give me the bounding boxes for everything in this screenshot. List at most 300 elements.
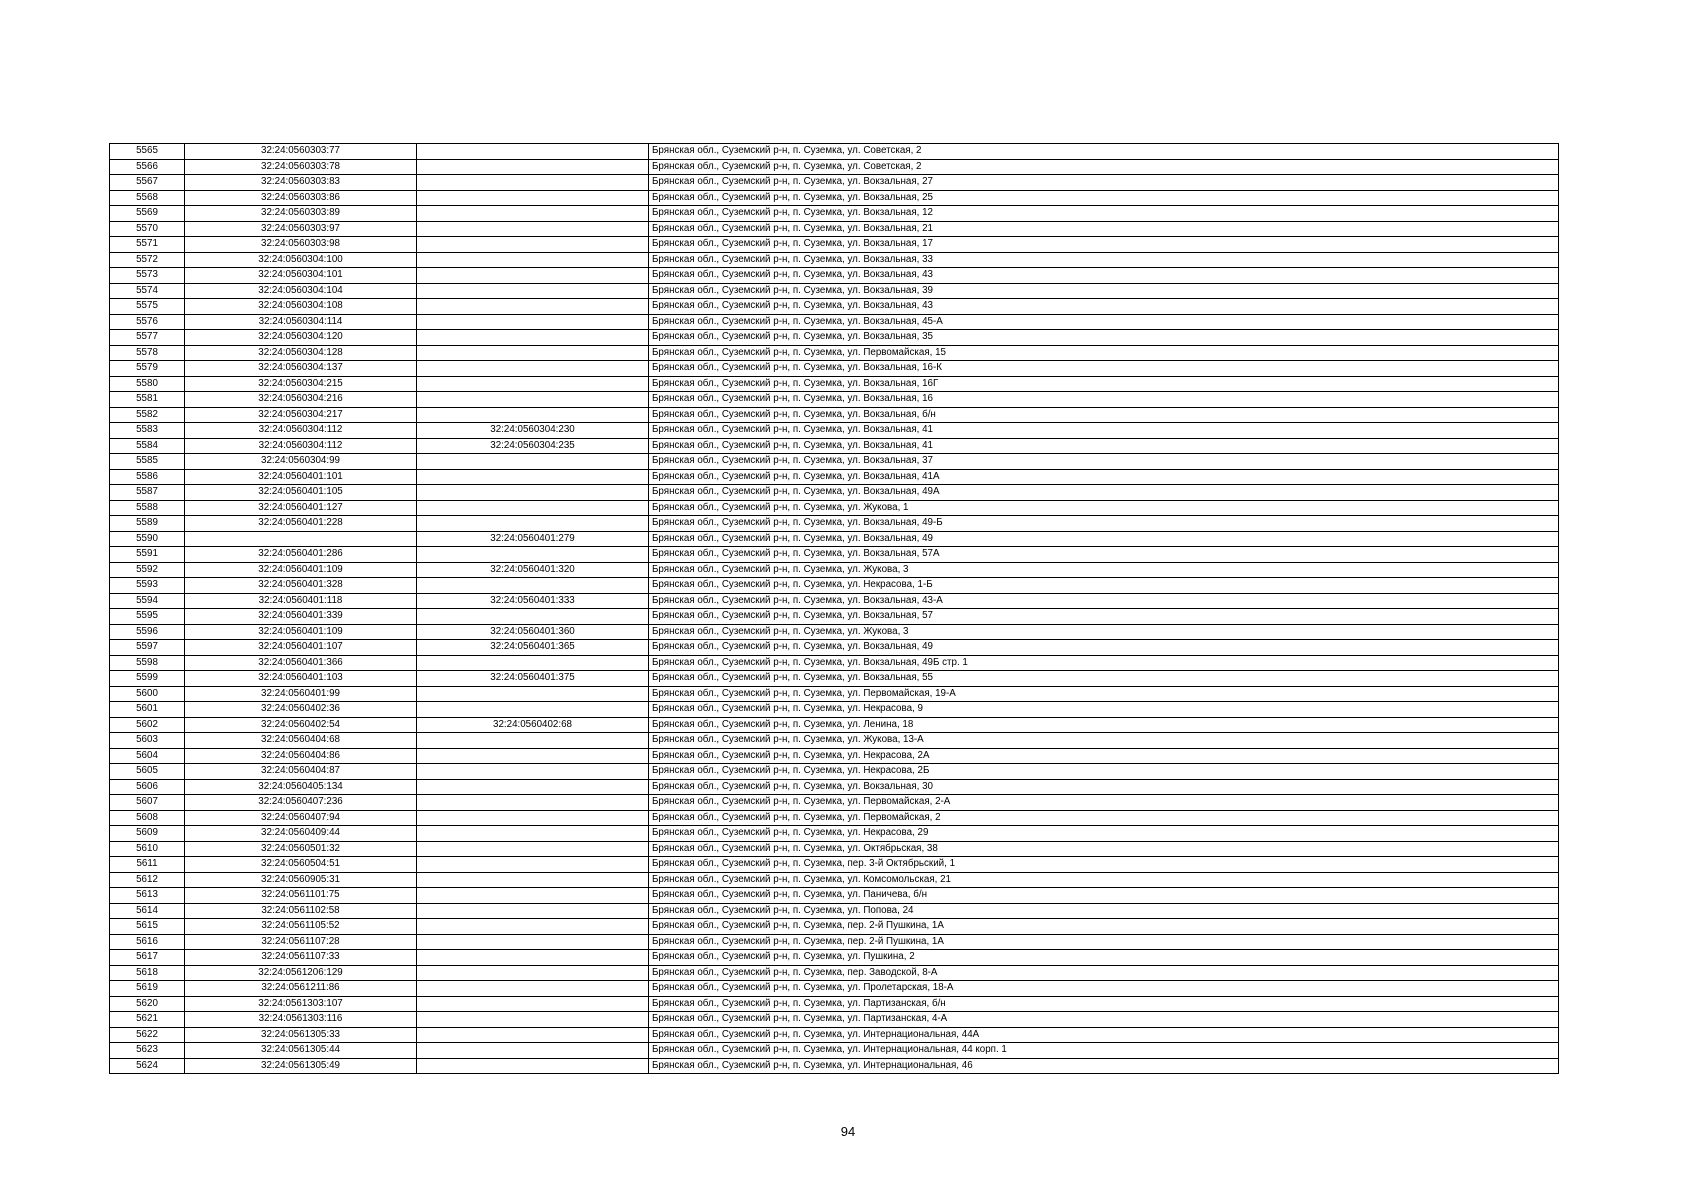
table-row <box>110 950 1559 966</box>
address-cell: Брянская обл., Суземский р-н, п. Суземка, ул. Первомайская, 19-А <box>649 686 1559 702</box>
linked-cadastral-number-cell <box>417 175 649 191</box>
cadastral-number-cell: 32:24:0561305:33 <box>185 1027 417 1043</box>
cadastral-number-cell: 32:24:0560405:134 <box>185 779 417 795</box>
cadastral-number-cell: 32:24:0560401:127 <box>185 500 417 516</box>
row-number-cell: 5582 <box>110 407 185 423</box>
linked-cadastral-number-cell <box>417 159 649 175</box>
cadastral-number-cell: 32:24:0560409:44 <box>185 826 417 842</box>
cadastral-number-cell: 32:24:0561107:33 <box>185 950 417 966</box>
address-cell: Брянская обл., Суземский р-н, п. Суземка, ул. Интернациональная, 46 <box>649 1058 1559 1074</box>
table-row <box>110 361 1559 377</box>
table-row <box>110 779 1559 795</box>
row-number-cell: 5581 <box>110 392 185 408</box>
linked-cadastral-number-cell <box>417 407 649 423</box>
linked-cadastral-number-cell <box>417 144 649 160</box>
table-row <box>110 190 1559 206</box>
linked-cadastral-number-cell <box>417 1043 649 1059</box>
row-number-cell: 5590 <box>110 531 185 547</box>
table-row <box>110 671 1559 687</box>
row-number-cell: 5576 <box>110 314 185 330</box>
row-number-cell: 5577 <box>110 330 185 346</box>
row-number-cell: 5621 <box>110 1012 185 1028</box>
cadastral-number-cell: 32:24:0561105:52 <box>185 919 417 935</box>
linked-cadastral-number-cell <box>417 485 649 501</box>
table-row <box>110 175 1559 191</box>
linked-cadastral-number-cell <box>417 469 649 485</box>
cadastral-number-cell: 32:24:0560303:98 <box>185 237 417 253</box>
row-number-cell: 5609 <box>110 826 185 842</box>
linked-cadastral-number-cell <box>417 733 649 749</box>
row-number-cell: 5623 <box>110 1043 185 1059</box>
linked-cadastral-number-cell <box>417 764 649 780</box>
cadastral-number-cell: 32:24:0560304:108 <box>185 299 417 315</box>
cadastral-number-cell: 32:24:0560303:86 <box>185 190 417 206</box>
table-row <box>110 795 1559 811</box>
address-cell: Брянская обл., Суземский р-н, п. Суземка, ул. Паничева, б/н <box>649 888 1559 904</box>
linked-cadastral-number-cell <box>417 578 649 594</box>
cadastral-number-cell: 32:24:0561303:116 <box>185 1012 417 1028</box>
row-number-cell: 5584 <box>110 438 185 454</box>
table-body <box>110 144 1559 1074</box>
linked-cadastral-number-cell <box>417 779 649 795</box>
row-number-cell: 5573 <box>110 268 185 284</box>
table-row <box>110 392 1559 408</box>
cadastral-number-cell: 32:24:0561211:86 <box>185 981 417 997</box>
row-number-cell: 5616 <box>110 934 185 950</box>
linked-cadastral-number-cell <box>417 965 649 981</box>
row-number-cell: 5571 <box>110 237 185 253</box>
cadastral-number-cell: 32:24:0561303:107 <box>185 996 417 1012</box>
row-number-cell: 5585 <box>110 454 185 470</box>
table-row <box>110 330 1559 346</box>
row-number-cell: 5570 <box>110 221 185 237</box>
table-row <box>110 810 1559 826</box>
row-number-cell: 5591 <box>110 547 185 563</box>
table-row <box>110 1012 1559 1028</box>
table-row <box>110 407 1559 423</box>
address-cell: Брянская обл., Суземский р-н, п. Суземка, ул. Некрасова, 2А <box>649 748 1559 764</box>
table-row <box>110 1027 1559 1043</box>
linked-cadastral-number-cell <box>417 702 649 718</box>
row-number-cell: 5565 <box>110 144 185 160</box>
address-cell: Брянская обл., Суземский р-н, п. Суземка, ул. Вокзальная, 33 <box>649 252 1559 268</box>
cadastral-number-cell: 32:24:0560304:104 <box>185 283 417 299</box>
cadastral-number-cell: 32:24:0560401:328 <box>185 578 417 594</box>
cadastral-number-cell: 32:24:0561206:129 <box>185 965 417 981</box>
row-number-cell: 5589 <box>110 516 185 532</box>
table-row <box>110 144 1559 160</box>
address-cell: Брянская обл., Суземский р-н, п. Суземка, ул. Некрасова, 1-Б <box>649 578 1559 594</box>
linked-cadastral-number-cell <box>417 810 649 826</box>
row-number-cell: 5586 <box>110 469 185 485</box>
linked-cadastral-number-cell <box>417 268 649 284</box>
cadastral-number-cell: 32:24:0560401:339 <box>185 609 417 625</box>
table-row <box>110 686 1559 702</box>
linked-cadastral-number-cell <box>417 919 649 935</box>
cadastral-number-cell: 32:24:0560304:100 <box>185 252 417 268</box>
address-cell: Брянская обл., Суземский р-н, п. Суземка, ул. Вокзальная, 49-Б <box>649 516 1559 532</box>
row-number-cell: 5605 <box>110 764 185 780</box>
row-number-cell: 5599 <box>110 671 185 687</box>
cadastral-number-cell: 32:24:0560401:107 <box>185 640 417 656</box>
table-row <box>110 252 1559 268</box>
row-number-cell: 5569 <box>110 206 185 222</box>
cadastral-number-cell: 32:24:0561101:75 <box>185 888 417 904</box>
address-cell: Брянская обл., Суземский р-н, п. Суземка, ул. Вокзальная, 37 <box>649 454 1559 470</box>
address-cell: Брянская обл., Суземский р-н, п. Суземка, ул. Вокзальная, 41 <box>649 423 1559 439</box>
cadastral-number-cell: 32:24:0560303:78 <box>185 159 417 175</box>
linked-cadastral-number-cell <box>417 547 649 563</box>
address-cell: Брянская обл., Суземский р-н, п. Суземка, ул. Вокзальная, 25 <box>649 190 1559 206</box>
cadastral-number-cell: 32:24:0560404:68 <box>185 733 417 749</box>
table-row <box>110 423 1559 439</box>
cadastral-number-cell: 32:24:0560401:118 <box>185 593 417 609</box>
address-cell: Брянская обл., Суземский р-н, п. Суземка, ул. Первомайская, 2-А <box>649 795 1559 811</box>
cadastral-number-cell: 32:24:0560304:112 <box>185 423 417 439</box>
linked-cadastral-number-cell <box>417 392 649 408</box>
table-row <box>110 562 1559 578</box>
cadastral-number-cell: 32:24:0560401:99 <box>185 686 417 702</box>
row-number-cell: 5619 <box>110 981 185 997</box>
linked-cadastral-number-cell: 32:24:0560304:235 <box>417 438 649 454</box>
address-cell: Брянская обл., Суземский р-н, п. Суземка, ул. Вокзальная, 49Б стр. 1 <box>649 655 1559 671</box>
table-row <box>110 981 1559 997</box>
address-cell: Брянская обл., Суземский р-н, п. Суземка, ул. Некрасова, 9 <box>649 702 1559 718</box>
linked-cadastral-number-cell <box>417 252 649 268</box>
address-cell: Брянская обл., Суземский р-н, п. Суземка, ул. Жукова, 1 <box>649 500 1559 516</box>
row-number-cell: 5597 <box>110 640 185 656</box>
table-row <box>110 516 1559 532</box>
linked-cadastral-number-cell <box>417 1058 649 1074</box>
table-row <box>110 547 1559 563</box>
linked-cadastral-number-cell <box>417 872 649 888</box>
table-row <box>110 764 1559 780</box>
address-cell: Брянская обл., Суземский р-н, п. Суземка, пер. Заводской, 8-А <box>649 965 1559 981</box>
cadastral-number-cell: 32:24:0560304:99 <box>185 454 417 470</box>
address-cell: Брянская обл., Суземский р-н, п. Суземка, ул. Партизанская, б/н <box>649 996 1559 1012</box>
linked-cadastral-number-cell <box>417 841 649 857</box>
linked-cadastral-number-cell <box>417 237 649 253</box>
linked-cadastral-number-cell <box>417 330 649 346</box>
linked-cadastral-number-cell <box>417 500 649 516</box>
linked-cadastral-number-cell: 32:24:0560401:360 <box>417 624 649 640</box>
row-number-cell: 5608 <box>110 810 185 826</box>
address-cell: Брянская обл., Суземский р-н, п. Суземка, ул. Жукова, 13-А <box>649 733 1559 749</box>
table-row <box>110 872 1559 888</box>
table-row <box>110 903 1559 919</box>
cadastral-number-cell: 32:24:0560303:89 <box>185 206 417 222</box>
cadastral-number-cell: 32:24:0560402:36 <box>185 702 417 718</box>
row-number-cell: 5615 <box>110 919 185 935</box>
cadastral-number-cell: 32:24:0560905:31 <box>185 872 417 888</box>
address-cell: Брянская обл., Суземский р-н, п. Суземка, ул. Пролетарская, 18-А <box>649 981 1559 997</box>
cadastral-number-cell: 32:24:0560304:128 <box>185 345 417 361</box>
linked-cadastral-number-cell <box>417 655 649 671</box>
cadastral-register-table <box>109 143 1559 1074</box>
linked-cadastral-number-cell <box>417 314 649 330</box>
cadastral-number-cell: 32:24:0560401:103 <box>185 671 417 687</box>
row-number-cell: 5624 <box>110 1058 185 1074</box>
cadastral-number-cell: 32:24:0560504:51 <box>185 857 417 873</box>
cadastral-number-cell: 32:24:0560304:120 <box>185 330 417 346</box>
table-row <box>110 438 1559 454</box>
row-number-cell: 5580 <box>110 376 185 392</box>
row-number-cell: 5574 <box>110 283 185 299</box>
row-number-cell: 5602 <box>110 717 185 733</box>
cadastral-number-cell: 32:24:0560401:109 <box>185 624 417 640</box>
address-cell: Брянская обл., Суземский р-н, п. Суземка, ул. Жукова, 3 <box>649 624 1559 640</box>
table-row <box>110 314 1559 330</box>
address-cell: Брянская обл., Суземский р-н, п. Суземка, ул. Вокзальная, 30 <box>649 779 1559 795</box>
address-cell: Брянская обл., Суземский р-н, п. Суземка, ул. Вокзальная, 57А <box>649 547 1559 563</box>
address-cell: Брянская обл., Суземский р-н, п. Суземка, ул. Первомайская, 15 <box>649 345 1559 361</box>
table-row <box>110 996 1559 1012</box>
address-cell: Брянская обл., Суземский р-н, п. Суземка, ул. Вокзальная, 41 <box>649 438 1559 454</box>
cadastral-number-cell <box>185 531 417 547</box>
table-row <box>110 1043 1559 1059</box>
row-number-cell: 5606 <box>110 779 185 795</box>
address-cell: Брянская обл., Суземский р-н, п. Суземка, ул. Вокзальная, 27 <box>649 175 1559 191</box>
linked-cadastral-number-cell <box>417 795 649 811</box>
cadastral-number-cell: 32:24:0560401:109 <box>185 562 417 578</box>
address-cell: Брянская обл., Суземский р-н, п. Суземка, ул. Попова, 24 <box>649 903 1559 919</box>
page-number: 94 <box>840 1124 856 1139</box>
cadastral-number-cell: 32:24:0560404:87 <box>185 764 417 780</box>
address-cell: Брянская обл., Суземский р-н, п. Суземка, ул. Вокзальная, 16Г <box>649 376 1559 392</box>
linked-cadastral-number-cell <box>417 361 649 377</box>
table-row <box>110 826 1559 842</box>
cadastral-number-cell: 32:24:0560501:32 <box>185 841 417 857</box>
table-row <box>110 221 1559 237</box>
table-row <box>110 283 1559 299</box>
address-cell: Брянская обл., Суземский р-н, п. Суземка, ул. Вокзальная, 49 <box>649 640 1559 656</box>
address-cell: Брянская обл., Суземский р-н, п. Суземка, ул. Вокзальная, 21 <box>649 221 1559 237</box>
linked-cadastral-number-cell <box>417 1027 649 1043</box>
address-cell: Брянская обл., Суземский р-н, п. Суземка, ул. Вокзальная, 39 <box>649 283 1559 299</box>
cadastral-number-cell: 32:24:0560304:217 <box>185 407 417 423</box>
linked-cadastral-number-cell <box>417 748 649 764</box>
row-number-cell: 5598 <box>110 655 185 671</box>
address-cell: Брянская обл., Суземский р-н, п. Суземка, ул. Вокзальная, 49А <box>649 485 1559 501</box>
linked-cadastral-number-cell <box>417 686 649 702</box>
address-cell: Брянская обл., Суземский р-н, п. Суземка, ул. Вокзальная, 49 <box>649 531 1559 547</box>
table-row <box>110 748 1559 764</box>
table-row <box>110 609 1559 625</box>
row-number-cell: 5603 <box>110 733 185 749</box>
row-number-cell: 5611 <box>110 857 185 873</box>
row-number-cell: 5612 <box>110 872 185 888</box>
linked-cadastral-number-cell <box>417 206 649 222</box>
address-cell: Брянская обл., Суземский р-н, п. Суземка, ул. Вокзальная, 57 <box>649 609 1559 625</box>
address-cell: Брянская обл., Суземский р-н, п. Суземка, ул. Вокзальная, 43 <box>649 299 1559 315</box>
address-cell: Брянская обл., Суземский р-н, п. Суземка, ул. Советская, 2 <box>649 159 1559 175</box>
address-cell: Брянская обл., Суземский р-н, п. Суземка, пер. 3-й Октябрьский, 1 <box>649 857 1559 873</box>
table-row <box>110 640 1559 656</box>
row-number-cell: 5579 <box>110 361 185 377</box>
cadastral-number-cell: 32:24:0560304:101 <box>185 268 417 284</box>
address-cell: Брянская обл., Суземский р-н, п. Суземка, ул. Интернациональная, 44 корп. 1 <box>649 1043 1559 1059</box>
cadastral-number-cell: 32:24:0560304:215 <box>185 376 417 392</box>
table-row <box>110 268 1559 284</box>
linked-cadastral-number-cell: 32:24:0560304:230 <box>417 423 649 439</box>
table-row <box>110 206 1559 222</box>
address-cell: Брянская обл., Суземский р-н, п. Суземка, ул. Вокзальная, 17 <box>649 237 1559 253</box>
row-number-cell: 5613 <box>110 888 185 904</box>
row-number-cell: 5622 <box>110 1027 185 1043</box>
table-row <box>110 841 1559 857</box>
table-row <box>110 578 1559 594</box>
table-row <box>110 376 1559 392</box>
table-row <box>110 531 1559 547</box>
address-cell: Брянская обл., Суземский р-н, п. Суземка, ул. Пушкина, 2 <box>649 950 1559 966</box>
cadastral-number-cell: 32:24:0560401:105 <box>185 485 417 501</box>
row-number-cell: 5596 <box>110 624 185 640</box>
cadastral-number-cell: 32:24:0560303:77 <box>185 144 417 160</box>
linked-cadastral-number-cell: 32:24:0560401:333 <box>417 593 649 609</box>
row-number-cell: 5614 <box>110 903 185 919</box>
cadastral-number-cell: 32:24:0561107:28 <box>185 934 417 950</box>
table-row <box>110 857 1559 873</box>
address-cell: Брянская обл., Суземский р-н, п. Суземка, пер. 2-й Пушкина, 1А <box>649 919 1559 935</box>
row-number-cell: 5592 <box>110 562 185 578</box>
table-row <box>110 717 1559 733</box>
address-cell: Брянская обл., Суземский р-н, п. Суземка, ул. Комсомольская, 21 <box>649 872 1559 888</box>
row-number-cell: 5594 <box>110 593 185 609</box>
table-row <box>110 965 1559 981</box>
table-row <box>110 159 1559 175</box>
table-row <box>110 345 1559 361</box>
cadastral-number-cell: 32:24:0560401:366 <box>185 655 417 671</box>
table-row <box>110 469 1559 485</box>
linked-cadastral-number-cell <box>417 345 649 361</box>
linked-cadastral-number-cell: 32:24:0560402:68 <box>417 717 649 733</box>
cadastral-number-cell: 32:24:0560303:83 <box>185 175 417 191</box>
cadastral-number-cell: 32:24:0560304:112 <box>185 438 417 454</box>
linked-cadastral-number-cell: 32:24:0560401:320 <box>417 562 649 578</box>
row-number-cell: 5566 <box>110 159 185 175</box>
table-row <box>110 500 1559 516</box>
row-number-cell: 5600 <box>110 686 185 702</box>
address-cell: Брянская обл., Суземский р-н, п. Суземка, ул. Вокзальная, 41А <box>649 469 1559 485</box>
table-row <box>110 454 1559 470</box>
address-cell: Брянская обл., Суземский р-н, п. Суземка, ул. Советская, 2 <box>649 144 1559 160</box>
address-cell: Брянская обл., Суземский р-н, п. Суземка, ул. Вокзальная, 43-А <box>649 593 1559 609</box>
row-number-cell: 5587 <box>110 485 185 501</box>
cadastral-number-cell: 32:24:0560304:216 <box>185 392 417 408</box>
address-cell: Брянская обл., Суземский р-н, п. Суземка, ул. Вокзальная, 55 <box>649 671 1559 687</box>
linked-cadastral-number-cell <box>417 516 649 532</box>
table-row <box>110 1058 1559 1074</box>
table-row <box>110 888 1559 904</box>
linked-cadastral-number-cell <box>417 221 649 237</box>
cadastral-number-cell: 32:24:0560402:54 <box>185 717 417 733</box>
address-cell: Брянская обл., Суземский р-н, п. Суземка, ул. Партизанская, 4-А <box>649 1012 1559 1028</box>
row-number-cell: 5617 <box>110 950 185 966</box>
table-row <box>110 624 1559 640</box>
linked-cadastral-number-cell <box>417 934 649 950</box>
address-cell: Брянская обл., Суземский р-н, п. Суземка, ул. Ленина, 18 <box>649 717 1559 733</box>
row-number-cell: 5604 <box>110 748 185 764</box>
row-number-cell: 5601 <box>110 702 185 718</box>
row-number-cell: 5578 <box>110 345 185 361</box>
linked-cadastral-number-cell <box>417 950 649 966</box>
cadastral-number-cell: 32:24:0560304:137 <box>185 361 417 377</box>
linked-cadastral-number-cell <box>417 903 649 919</box>
row-number-cell: 5607 <box>110 795 185 811</box>
address-cell: Брянская обл., Суземский р-н, п. Суземка, ул. Вокзальная, 35 <box>649 330 1559 346</box>
cadastral-number-cell: 32:24:0560401:101 <box>185 469 417 485</box>
table-row <box>110 299 1559 315</box>
cadastral-number-cell: 32:24:0561305:49 <box>185 1058 417 1074</box>
cadastral-number-cell: 32:24:0560404:86 <box>185 748 417 764</box>
address-cell: Брянская обл., Суземский р-н, п. Суземка, ул. Вокзальная, 12 <box>649 206 1559 222</box>
linked-cadastral-number-cell <box>417 857 649 873</box>
address-cell: Брянская обл., Суземский р-н, п. Суземка, ул. Вокзальная, 43 <box>649 268 1559 284</box>
cadastral-number-cell: 32:24:0560304:114 <box>185 314 417 330</box>
linked-cadastral-number-cell <box>417 454 649 470</box>
linked-cadastral-number-cell <box>417 376 649 392</box>
table-row <box>110 655 1559 671</box>
linked-cadastral-number-cell: 32:24:0560401:365 <box>417 640 649 656</box>
address-cell: Брянская обл., Суземский р-н, п. Суземка, ул. Октябрьская, 38 <box>649 841 1559 857</box>
address-cell: Брянская обл., Суземский р-н, п. Суземка, ул. Жукова, 3 <box>649 562 1559 578</box>
row-number-cell: 5610 <box>110 841 185 857</box>
table-row <box>110 485 1559 501</box>
cadastral-number-cell: 32:24:0560401:286 <box>185 547 417 563</box>
address-cell: Брянская обл., Суземский р-н, п. Суземка, ул. Интернациональная, 44А <box>649 1027 1559 1043</box>
table-row <box>110 934 1559 950</box>
address-cell: Брянская обл., Суземский р-н, п. Суземка, ул. Некрасова, 2Б <box>649 764 1559 780</box>
row-number-cell: 5588 <box>110 500 185 516</box>
address-cell: Брянская обл., Суземский р-н, п. Суземка, ул. Некрасова, 29 <box>649 826 1559 842</box>
row-number-cell: 5620 <box>110 996 185 1012</box>
linked-cadastral-number-cell <box>417 888 649 904</box>
address-cell: Брянская обл., Суземский р-н, п. Суземка, ул. Вокзальная, 16 <box>649 392 1559 408</box>
linked-cadastral-number-cell: 32:24:0560401:279 <box>417 531 649 547</box>
table-row <box>110 733 1559 749</box>
row-number-cell: 5568 <box>110 190 185 206</box>
row-number-cell: 5583 <box>110 423 185 439</box>
linked-cadastral-number-cell <box>417 609 649 625</box>
cadastral-number-cell: 32:24:0560407:236 <box>185 795 417 811</box>
cadastral-number-cell: 32:24:0561305:44 <box>185 1043 417 1059</box>
linked-cadastral-number-cell <box>417 826 649 842</box>
linked-cadastral-number-cell <box>417 996 649 1012</box>
row-number-cell: 5575 <box>110 299 185 315</box>
address-cell: Брянская обл., Суземский р-н, п. Суземка, ул. Первомайская, 2 <box>649 810 1559 826</box>
cadastral-number-cell: 32:24:0560303:97 <box>185 221 417 237</box>
linked-cadastral-number-cell <box>417 190 649 206</box>
linked-cadastral-number-cell <box>417 1012 649 1028</box>
address-cell: Брянская обл., Суземский р-н, п. Суземка, пер. 2-й Пушкина, 1А <box>649 934 1559 950</box>
linked-cadastral-number-cell <box>417 981 649 997</box>
table-row <box>110 919 1559 935</box>
address-cell: Брянская обл., Суземский р-н, п. Суземка, ул. Вокзальная, б/н <box>649 407 1559 423</box>
linked-cadastral-number-cell <box>417 299 649 315</box>
linked-cadastral-number-cell: 32:24:0560401:375 <box>417 671 649 687</box>
row-number-cell: 5572 <box>110 252 185 268</box>
row-number-cell: 5618 <box>110 965 185 981</box>
row-number-cell: 5595 <box>110 609 185 625</box>
table-row <box>110 237 1559 253</box>
table-row <box>110 702 1559 718</box>
linked-cadastral-number-cell <box>417 283 649 299</box>
address-cell: Брянская обл., Суземский р-н, п. Суземка, ул. Вокзальная, 45-А <box>649 314 1559 330</box>
table-row <box>110 593 1559 609</box>
cadastral-number-cell: 32:24:0560407:94 <box>185 810 417 826</box>
cadastral-number-cell: 32:24:0561102:58 <box>185 903 417 919</box>
row-number-cell: 5567 <box>110 175 185 191</box>
